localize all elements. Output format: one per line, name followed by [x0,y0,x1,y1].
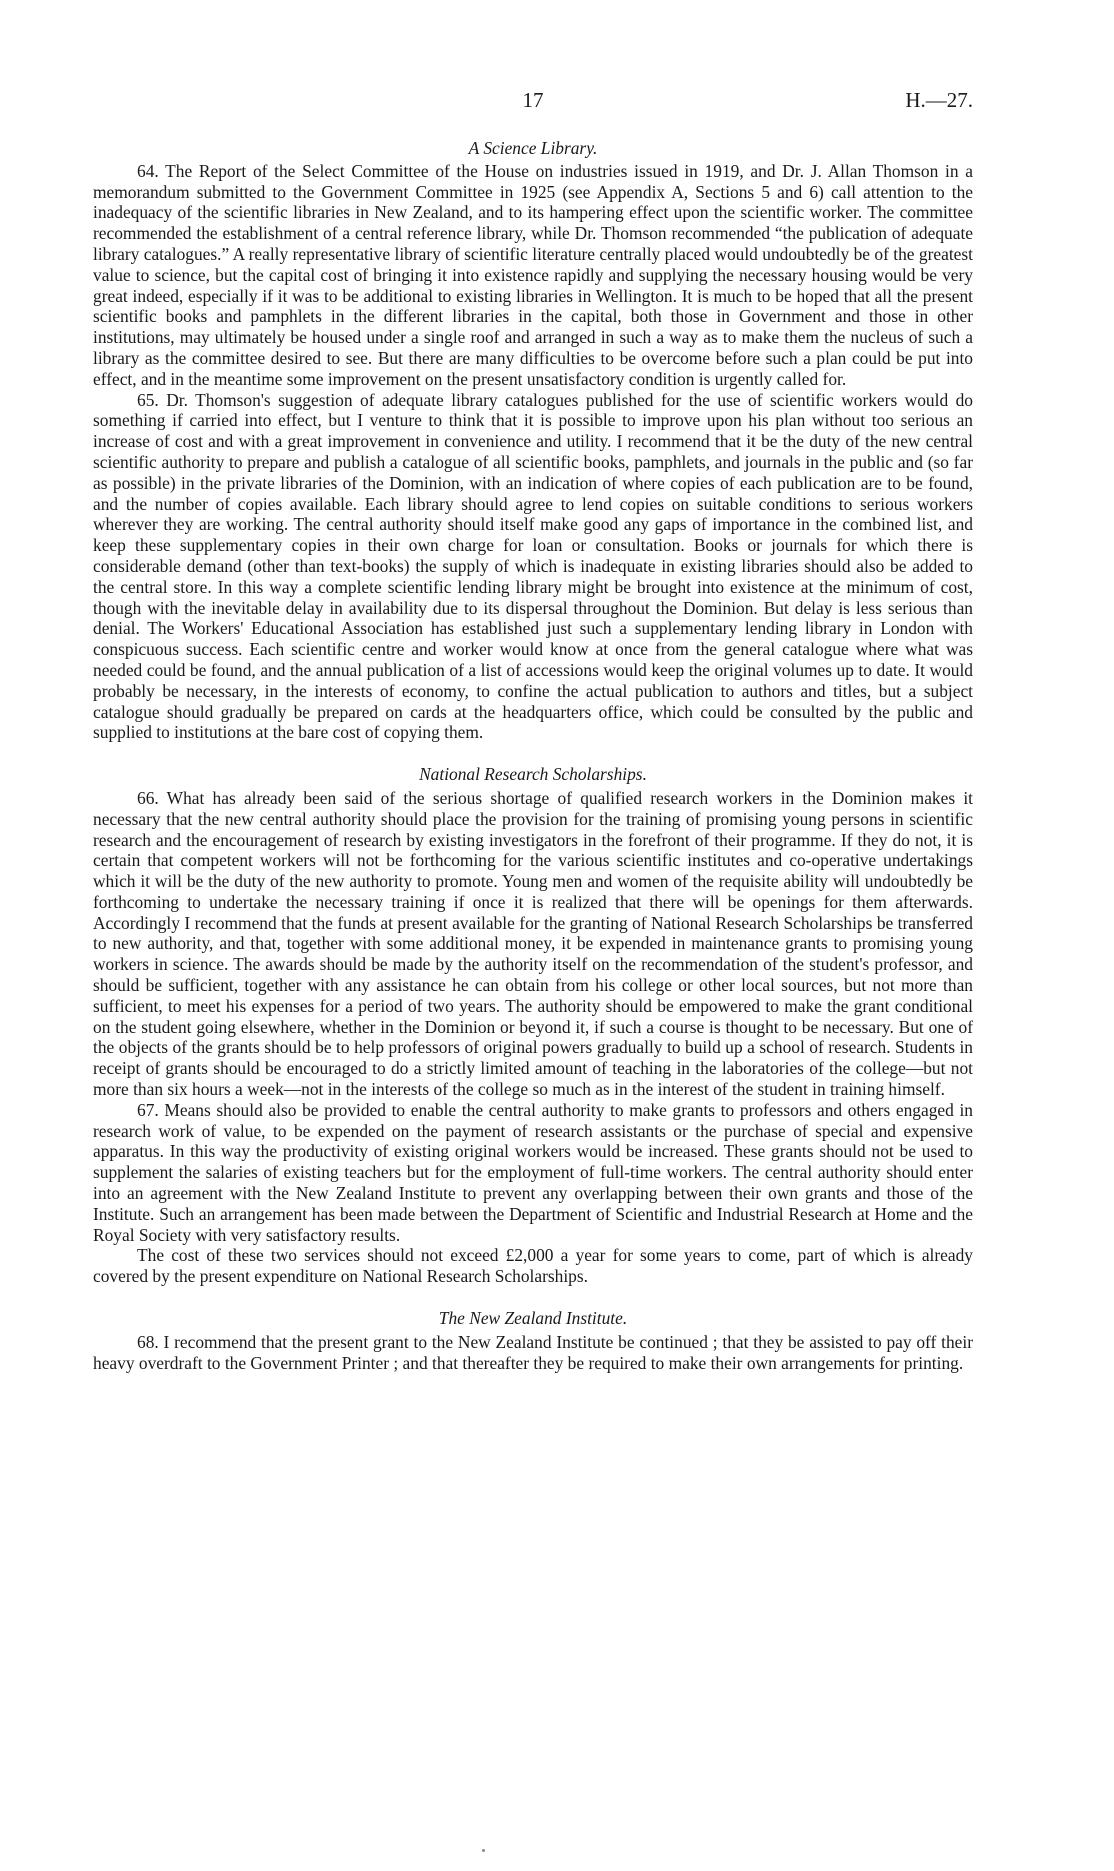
paragraph-67: 67. Means should also be provided to enable the central authority to make grants to professors and others engaged in research work of value, to be expended on the payment of research assistants or the purchase of special and expensive apparatus. In this way the productivity of existing original workers would be increased. These grants should not be used to supplement the salaries of existing teachers but for the employment of full-time workers. The central authority should enter into an agreement with the New Zealand Institute to prevent any overlapping between their own grants and those of the Institute. Such an arrangement has been made between the Department of Scientific and Industrial Research at Home and the Royal Society with very satisfactory results. [93,1099,973,1245]
document-body [93,138,973,1373]
section-title: National Research Scholarships. [419,764,647,785]
paragraph-cost: The cost of these two services should not exceed £2,000 a year for some years to come, part of which is already covered by the present expenditure on National Research Scholarships. [93,1245,973,1287]
section-title: The New Zealand Institute. [438,1308,628,1329]
paragraph-66: 66. What has already been said of the serious shortage of qualified research workers in the Dominion makes it necessary that the new central authority should place the provision for the training of promising young persons in scientific research and the encouragement of research by existing investigators in the forefront of their programme. If they do not, it is certain that competent workers will not be forthcoming for the various scientific institutes and co-operative undertakings which it will be the duty of the new authority to promote. Young men and women of the requisite ability will undoubtedly be forthcoming to undertake the necessary training if once it is realized that there will be openings for them afterwards. Accordingly I recommend that the funds at present available for the granting of National Research Scholarships be transferred to new authority, and that, together with some additional money, it be expended in maintenance grants to promising young workers in science. The awards should be made by the authority itself on the recommendation of the student's professor, and should be sufficient, together with any assistance he can obtain from his college or other local sources, but not more than sufficient, to meet his expenses for a period of two years. The authority should be empowered to make the grant conditional on the student going elsewhere, whether in the Dominion or beyond it, if such a course is thought to be necessary. But one of the objects of the grants should be to help professors of original powers gradually to build up a school of research. Students in receipt of grants should be encouraged to do a strictly limited amount of teaching in the laboratories of the college—but not more than six hours a week—not in the interests of the college so much as in the interest of the student in training himself. [93,787,973,1100]
document-page [93,0,973,1871]
page-number: 17 [522,88,544,112]
document-reference: H.—27. [905,88,973,112]
section-new-zealand-institute [93,1308,973,1373]
paragraph-64: 64. The Report of the Select Committee of the House on industries issued in 1919, and Dr. J. Allan Thomson in a memorandum submitted to the Government Committee in 1925 (see Appendix A, Sections 5 and 6) call attention to the inadequacy of the scientific libraries in New Zealand, and to its hampering effect upon the scientific worker. The committee recommended the establishment of a central reference library, while Dr. Thomson recommended “the publication of adequate library catalogues.” A really representative library of scientific literature centrally placed would undoubtedly be of the greatest value to science, but the capital cost of bringing it into existence rapidly and supplying the necessary housing would be very great indeed, especially if it was to be additional to existing libraries in Wellington. It is much to be hoped that all the present scientific books and pamphlets in the different libraries in the capital, both those in Government and those in other institutions, may ultimately be housed under a single roof and arranged in such a way as to make them the nucleus of such a library as the committee desired to see. But there are many difficulties to be overcome before such a plan could be put into effect, and in the meantime some improvement on the present unsatisfactory condition is urgently called for. [93,160,973,389]
section-title: A Science Library. [468,138,598,158]
paragraph-68: 68. I recommend that the present grant to the New Zealand Institute be continued ; that they be assisted to pay off their heavy overdraft to the Government Printer ; and that thereafter they be required to make their own arrangements for printing. [93,1331,973,1373]
paragraph-65: 65. Dr. Thomson's suggestion of adequate library catalogues published for the use of scientific workers would do something if carried into effect, but I venture to think that it is possible to improve upon his plan without too serious an increase of cost and with a great improvement in convenience and utility. I recommend that it be the duty of the new central scientific authority to prepare and publish a catalogue of all scientific books, pamphlets, and journals in the public and (so far as possible) in the private libraries of the Dominion, with an indication of where copies of each publication are to be found, and the number of copies available. Each library should agree to lend copies on suitable conditions to serious workers wherever they are working. The central authority should itself make good any gaps of importance in the combined list, and keep these supplementary copies in their own charge for loan or consultation. Books or journals for which there is considerable demand (other than text-books) the supply of which is inadequate in existing libraries should also be added to the central store. In this way a complete scientific lending library might be brought into existence at the minimum of cost, though with the inevitable delay in availability due to its dispersal throughout the Dominion. But delay is less serious than denial. The Workers' Educational Association has established just such a supplementary lending library in London with conspicuous success. Each scientific centre and worker would know at once from the general catalogue where what was needed could be found, and the annual publication of a list of accessions would keep the original volumes up to date. It would probably be necessary, in the interests of economy, to confine the actual publication to authors and titles, but a subject catalogue should gradually be prepared on cards at the headquarters office, which could be consulted by the public and supplied to institutions at the bare cost of copying them. [93,389,973,743]
section-national-research-scholarships [93,764,973,1287]
page-header [93,88,973,118]
scan-speck [482,1849,485,1852]
section-science-library [93,138,973,743]
